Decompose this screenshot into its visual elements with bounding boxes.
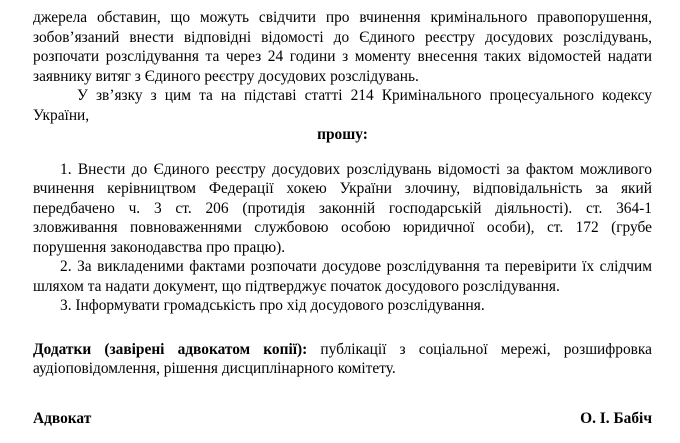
document-page [33, 8, 652, 428]
request-list [33, 160, 652, 316]
request-line: передбачено ч. 3 ст. 206 (протидія законній господарській діяльності). ст. 364-1 [33, 199, 652, 217]
request-line: зловживання повноваженнями службовою особою юридичної особи), ст. 172 (грубе [33, 219, 652, 236]
intro-line: заявнику витяг з Єдиного реєстру досудових розслідувань. [33, 67, 419, 85]
request-line: 2. За викладеними фактами розпочати досудове розслідування та перевірити їх слідчим [60, 258, 652, 275]
attachments-line: аудіоповідомлення, рішення дисциплінарного комітету. [33, 360, 396, 377]
request-line: вчинення керівництвом Федерації хокею України злочину, відповідальність за який [33, 180, 652, 197]
attachments-text: публікації з соціальної мережі, розшифровка [320, 340, 652, 358]
request-line: шляхом та надати документ, що підтверджує початок досудового розслідування. [33, 277, 560, 295]
signature-name: О. І. Бабіч [580, 409, 652, 427]
signature-block [33, 409, 652, 429]
basis-line: України, [33, 106, 90, 124]
request-item-3 [33, 296, 652, 316]
attachments-label: Додатки (завірені адвокатом копії): [33, 340, 308, 358]
intro-line: джерела обставин, що можуть свідчити про вчинення кримінального правопорушення, [33, 9, 652, 26]
request-heading: прошу: [317, 126, 368, 143]
intro-line: розпочати розслідування та через 24 години з моменту внесення таких відомостей надати [33, 48, 652, 65]
attachments-paragraph [33, 340, 652, 379]
attachments-line [33, 340, 652, 360]
request-item-1 [33, 160, 652, 258]
signature-role: Адвокат [33, 409, 92, 427]
request-line: порушення законодавства про працю). [33, 238, 286, 256]
basis-paragraph [33, 86, 652, 125]
basis-line: У зв’язку з цим та на підставі статті 214 Кримінального процесуального кодексу [77, 87, 652, 104]
request-line: 3. Інформувати громадськість про хід досудового розслідування. [60, 297, 485, 314]
request-line: 1. Внести до Єдиного реєстру досудових розслідувань відомості за фактом можливого [60, 160, 652, 178]
intro-paragraph [33, 8, 652, 86]
intro-line: зобов’язаний внести відповідні відомості до Єдиного реєстру досудових розслідувань, [33, 28, 652, 46]
request-item-2 [33, 257, 652, 296]
